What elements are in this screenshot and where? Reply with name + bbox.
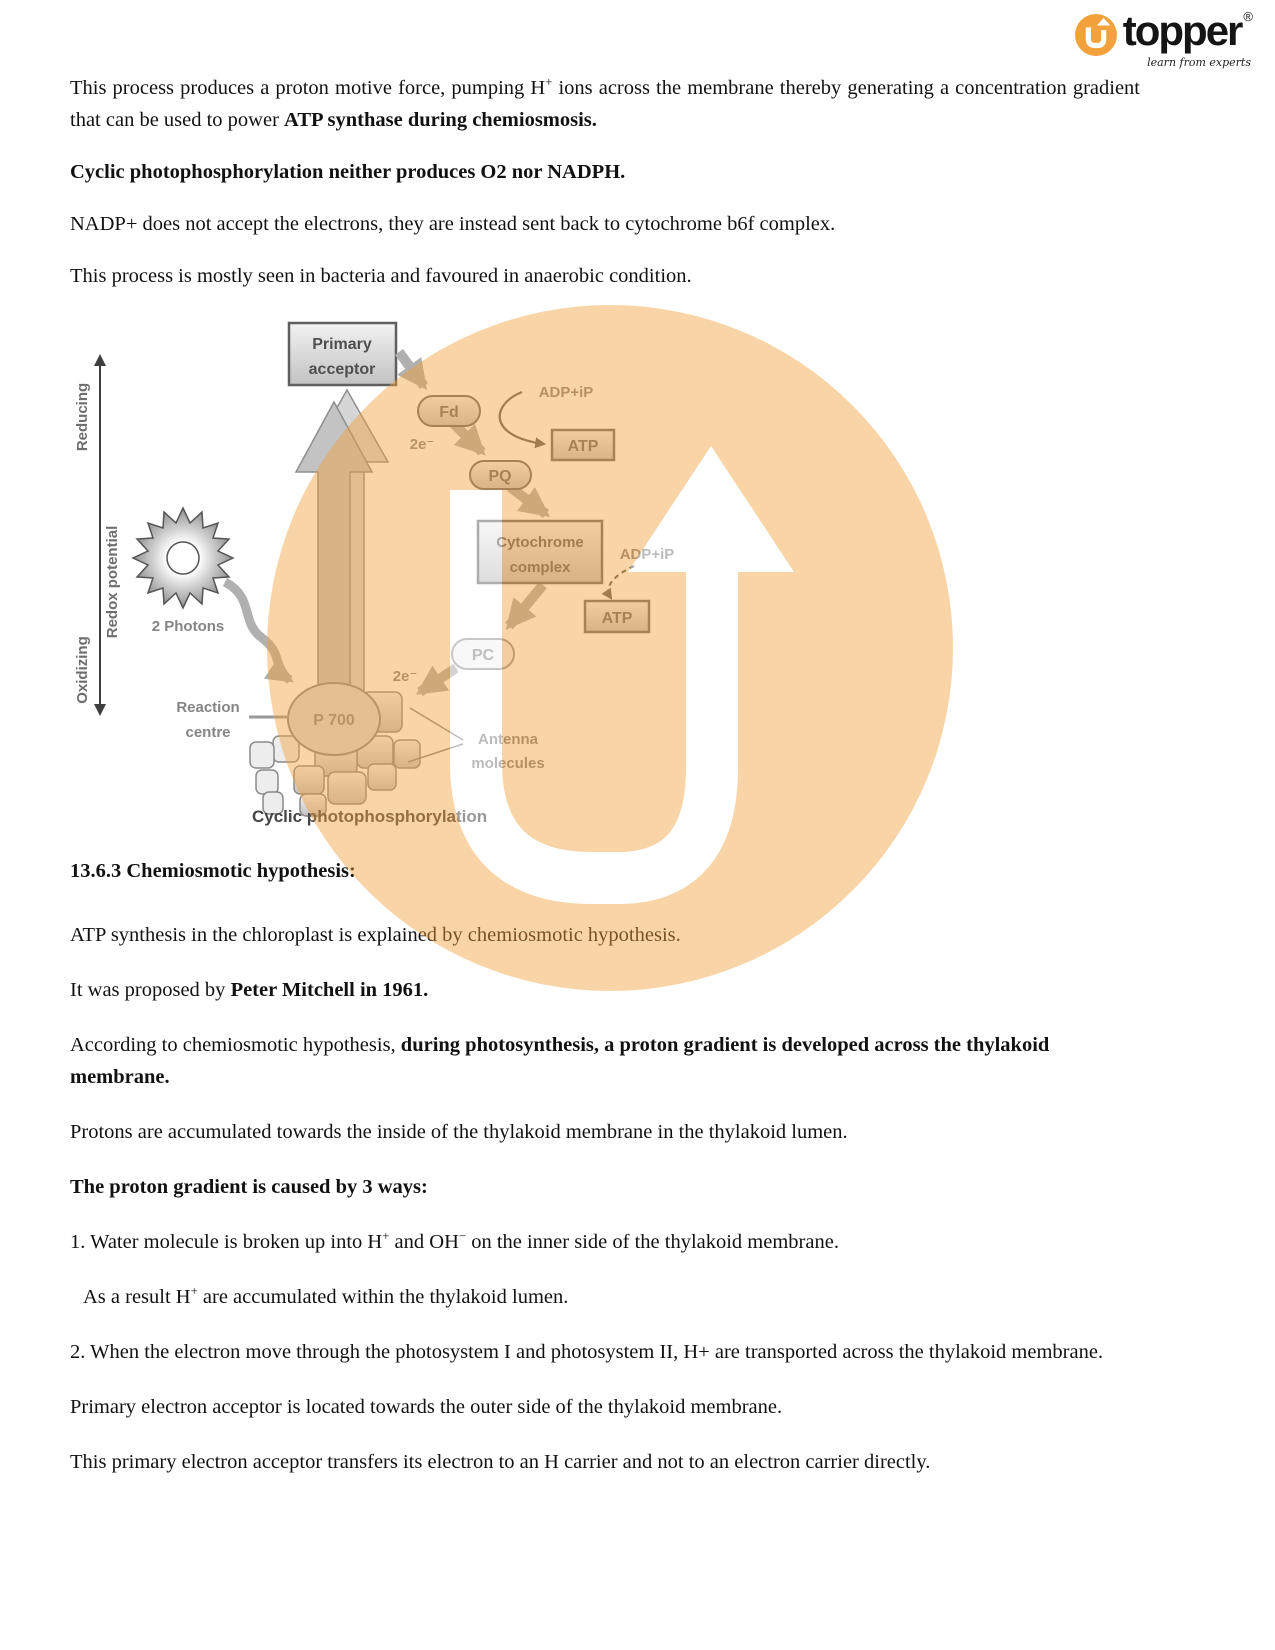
brand-logo — [1075, 7, 1253, 69]
registered-mark: ® — [1243, 9, 1253, 24]
atp-label-2: ATP — [601, 610, 633, 627]
body-text: and OH — [389, 1231, 459, 1253]
electrons-label-1: 2e⁻ — [409, 436, 435, 453]
heading-three-ways: The proton gradient is caused by 3 ways: — [70, 1176, 428, 1198]
paragraph-result — [70, 1281, 1140, 1313]
photons-label: 2 Photons — [151, 618, 225, 635]
brand-name: topper — [1122, 7, 1242, 54]
figure-caption: Cyclic photophosphorylation — [252, 807, 488, 826]
paragraph-atp-synthesis: ATP synthesis in the chloroplast is explained by chemiosmotic hypothesis. — [70, 924, 681, 946]
body-text: According to chemiosmotic hypothesis, — [70, 1034, 401, 1056]
body-text: As a result H — [83, 1286, 191, 1308]
fd-label: Fd — [439, 404, 459, 421]
body-text: are accumulated within the thylakoid lumen. — [197, 1286, 569, 1308]
ferredoxin-pill — [418, 396, 480, 426]
arrow-cytochrome-to-pc — [509, 585, 543, 626]
electrons-label-2: 2e⁻ — [392, 668, 418, 685]
primary-acceptor-box — [289, 323, 396, 385]
adp-ip-label-1: ADP+iP — [538, 384, 594, 401]
brand-tagline: learn from experts — [1147, 56, 1251, 69]
antenna-label-line2: molecules — [471, 755, 545, 772]
body-text: 1. Water molecule is broken up into H — [70, 1231, 383, 1253]
atp-box-2 — [585, 601, 649, 632]
bold-text: during photosynthesis, a proton gradient is developed across the thylakoid membrane. — [70, 1034, 1050, 1088]
photon-sun-icon — [133, 508, 233, 608]
body-text: on the inner side of the thylakoid membrane. — [466, 1231, 839, 1253]
antenna-pointer-1 — [410, 708, 463, 740]
body-text: It was proposed by — [70, 979, 231, 1001]
body-text: This process produces a proton motive force, pumping H — [70, 77, 546, 99]
atp-label-1: ATP — [567, 438, 599, 455]
arrow-acceptor-to-fd — [399, 352, 424, 386]
axis-label-oxidizing: Oxidizing — [74, 636, 91, 704]
reaction-centre-label-line2: centre — [185, 724, 231, 741]
paragraph-peter-mitchell — [70, 974, 1140, 1006]
arrow-pq-to-cytochrome — [510, 487, 546, 514]
paragraph-nadp: NADP+ does not accept the electrons, they are instead sent back to cytochrome b6f complex. — [70, 213, 836, 235]
redox-axis — [74, 356, 121, 714]
body-text: ions across the membrane thereby generating a concentration gradient that can be used to power — [70, 77, 1140, 131]
superscript-plus: + — [382, 1229, 390, 1244]
primary-acceptor-label-line1: Primary — [312, 336, 372, 353]
axis-label-reducing: Reducing — [74, 382, 91, 452]
paragraph-way-1 — [70, 1226, 1140, 1258]
heading-cyclic-no-o2-nadph: Cyclic photophosphorylation neither produces O2 nor NADPH. — [70, 161, 626, 183]
superscript-minus: − — [458, 1229, 467, 1244]
antenna-label-line1: Antenna — [478, 731, 538, 748]
plastoquinone-pill — [470, 461, 531, 489]
paragraph-bacteria: This process is mostly seen in bacteria and favoured in anaerobic condition. — [70, 265, 692, 287]
axis-label-redox-potential: Redox potential — [104, 525, 121, 639]
adp-to-atp-arrow-1 — [500, 392, 544, 444]
paragraph-proton-gradient — [70, 1029, 1140, 1093]
paragraph-acceptor-location: Primary electron acceptor is located towards the outer side of the thylakoid membrane. — [70, 1396, 783, 1418]
cytochrome-label-line2: complex — [509, 559, 571, 576]
paragraph-h-carrier: This primary electron acceptor transfers its electron to an H carrier and not to an electron carrier directly. — [70, 1451, 931, 1473]
p700-label: P 700 — [313, 712, 355, 729]
lower-text-block — [70, 855, 1140, 1501]
cytochrome-label-line1: Cytochrome — [496, 534, 584, 551]
p700-reaction-centre — [288, 683, 380, 755]
paragraph-proton-motive-force — [70, 72, 1140, 136]
atp-box-1 — [552, 430, 614, 460]
adp-ip-label-2: ADP+iP — [619, 546, 675, 563]
photon-arrow — [225, 582, 290, 680]
cytochrome-complex-box — [478, 521, 602, 583]
pc-label: PC — [471, 647, 495, 664]
section-heading-chemiosmotic: 13.6.3 Chemiosmotic hypothesis: — [70, 860, 356, 882]
superscript-plus: + — [190, 1284, 198, 1299]
upper-text-block — [70, 72, 1140, 312]
brand-logo-icon — [1075, 14, 1117, 56]
bold-text: ATP synthase during chemiosmosis. — [284, 109, 597, 131]
reaction-centre-label-line1: Reaction — [176, 699, 240, 716]
arrow-pc-to-p700 — [420, 668, 456, 692]
primary-acceptor-label-line2: acceptor — [308, 361, 376, 378]
paragraph-protons-accumulated: Protons are accumulated towards the inside of the thylakoid membrane in the thylakoid lumen. — [70, 1121, 848, 1143]
adp-to-atp-arrow-2 — [608, 566, 634, 598]
paragraph-way-2: 2. When the electron move through the photosystem I and photosystem II, H+ are transported across the thylakoid membrane. — [70, 1341, 1104, 1363]
superscript-plus: + — [545, 75, 553, 90]
plastocyanin-pill — [452, 639, 514, 669]
pq-label: PQ — [488, 468, 512, 485]
bold-text: Peter Mitchell in 1961. — [230, 979, 429, 1001]
